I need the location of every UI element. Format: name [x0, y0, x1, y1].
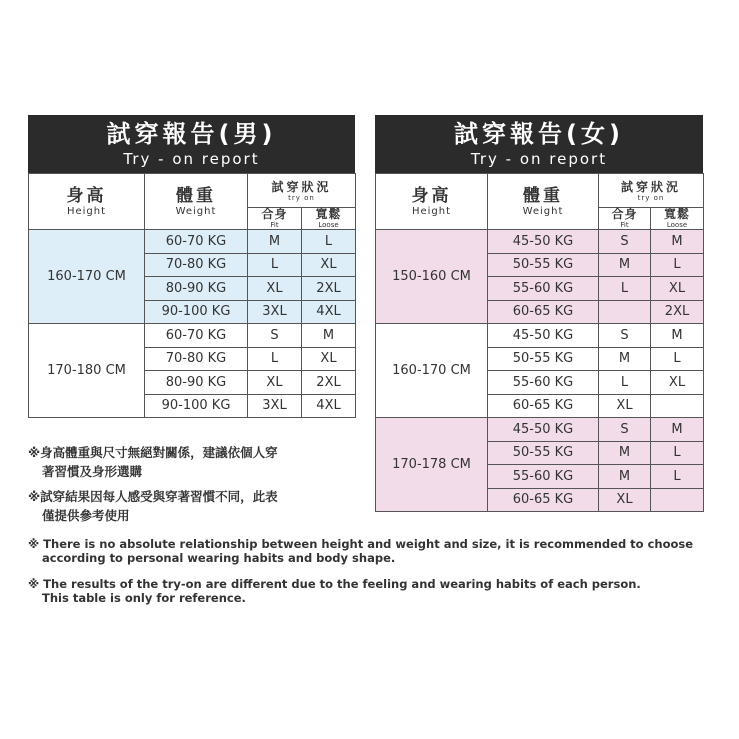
height-range-cell: 150-160 CM — [376, 230, 488, 324]
loose-size-cell: 2XL — [302, 371, 356, 395]
note-zh-1 — [28, 443, 363, 481]
weight-cell: 60-65 KG — [488, 488, 599, 512]
weight-cell: 50-55 KG — [488, 441, 599, 465]
fit-header: 合身 Fit — [248, 208, 302, 230]
weight-cell: 80-90 KG — [145, 371, 248, 395]
fit-size-cell: M — [599, 347, 651, 371]
fit-size-cell — [599, 300, 651, 324]
fit-size-cell: XL — [248, 371, 302, 395]
fit-size-cell: XL — [599, 394, 651, 418]
height-header: 身高 Height — [376, 174, 488, 230]
loose-size-cell — [651, 394, 704, 418]
loose-size-cell: M — [651, 418, 704, 442]
fit-size-cell: L — [599, 371, 651, 395]
men-title-bar — [28, 115, 355, 173]
loose-size-cell: XL — [651, 277, 704, 301]
height-header: 身高 Height — [29, 174, 145, 230]
weight-cell: 60-70 KG — [145, 324, 248, 348]
fit-size-cell: M — [599, 465, 651, 489]
weight-cell: 45-50 KG — [488, 230, 599, 254]
loose-header: 寬鬆 Loose — [651, 208, 704, 230]
loose-size-cell: L — [651, 441, 704, 465]
weight-cell: 45-50 KG — [488, 324, 599, 348]
height-range-cell: 160-170 CM — [29, 230, 145, 324]
loose-size-cell: XL — [302, 347, 356, 371]
loose-size-cell: XL — [302, 253, 356, 277]
table-row — [376, 230, 704, 254]
loose-size-cell: XL — [651, 371, 704, 395]
tryon-header: 試穿狀況 try on — [248, 174, 356, 208]
fit-size-cell: L — [248, 253, 302, 277]
weight-cell: 55-60 KG — [488, 277, 599, 301]
table-row — [376, 324, 704, 348]
weight-cell: 45-50 KG — [488, 418, 599, 442]
fit-size-cell: M — [248, 230, 302, 254]
weight-cell: 90-100 KG — [145, 394, 248, 418]
fit-size-cell: 3XL — [248, 300, 302, 324]
loose-size-cell: 2XL — [651, 300, 704, 324]
weight-cell: 70-80 KG — [145, 347, 248, 371]
weight-cell: 60-65 KG — [488, 300, 599, 324]
weight-header: 體重 Weight — [145, 174, 248, 230]
loose-size-cell — [651, 488, 704, 512]
note-en-2-line1: ※ The results of the try-on are different due to the feeling and wearing habits of each person. — [28, 577, 641, 591]
loose-size-cell: 4XL — [302, 394, 356, 418]
fit-header: 合身 Fit — [599, 208, 651, 230]
note-zh-2-line1: ※試穿結果因每人感受與穿著習慣不同，此表 — [28, 489, 278, 504]
women-size-panel — [375, 115, 703, 512]
table-row — [29, 324, 356, 348]
tryon-header: 試穿狀況 try on — [599, 174, 704, 208]
note-zh-2-line2: 僅提供參考使用 — [42, 508, 130, 523]
men-subtitle: Try - on report — [123, 150, 260, 168]
loose-size-cell: M — [651, 324, 704, 348]
note-en-2 — [28, 577, 718, 605]
loose-size-cell: 4XL — [302, 300, 356, 324]
fit-size-cell: S — [599, 230, 651, 254]
height-range-cell: 170-178 CM — [376, 418, 488, 512]
weight-cell: 55-60 KG — [488, 465, 599, 489]
note-en-1 — [28, 537, 718, 565]
loose-size-cell: L — [302, 230, 356, 254]
loose-size-cell: L — [651, 347, 704, 371]
fit-size-cell: L — [599, 277, 651, 301]
fit-size-cell: XL — [599, 488, 651, 512]
note-zh-1-line1: ※身高體重與尺寸無絕對關係，建議依個人穿 — [28, 445, 278, 460]
table-row — [29, 230, 356, 254]
fit-size-cell: L — [248, 347, 302, 371]
note-zh-1-line2: 著習慣及身形選購 — [42, 464, 143, 479]
loose-size-cell: M — [651, 230, 704, 254]
weight-cell: 50-55 KG — [488, 253, 599, 277]
women-title: 試穿報告(女) — [454, 120, 624, 148]
note-zh-2 — [28, 487, 363, 525]
fit-size-cell: XL — [248, 277, 302, 301]
fit-size-cell: S — [599, 418, 651, 442]
fit-size-cell: M — [599, 253, 651, 277]
men-size-table — [28, 173, 356, 418]
loose-size-cell: L — [651, 465, 704, 489]
weight-cell: 70-80 KG — [145, 253, 248, 277]
weight-cell: 50-55 KG — [488, 347, 599, 371]
loose-size-cell: L — [651, 253, 704, 277]
fit-size-cell: 3XL — [248, 394, 302, 418]
women-size-table — [375, 173, 704, 512]
note-en-2-line2: This table is only for reference. — [42, 591, 246, 605]
loose-size-cell: M — [302, 324, 356, 348]
height-range-cell: 170-180 CM — [29, 324, 145, 418]
note-en-1-line1: ※ There is no absolute relationship between height and weight and size, it is recommended to choose — [28, 537, 694, 551]
women-subtitle: Try - on report — [470, 150, 608, 168]
weight-cell: 55-60 KG — [488, 371, 599, 395]
height-range-cell: 160-170 CM — [376, 324, 488, 418]
loose-size-cell: 2XL — [302, 277, 356, 301]
note-en-1-line2: according to personal wearing habits and body shape. — [42, 551, 396, 565]
fit-size-cell: S — [248, 324, 302, 348]
table-row — [376, 418, 704, 442]
men-title: 試穿報告(男) — [106, 120, 277, 148]
weight-cell: 60-70 KG — [145, 230, 248, 254]
fit-size-cell: S — [599, 324, 651, 348]
men-size-panel — [28, 115, 355, 418]
weight-header: 體重 Weight — [488, 174, 599, 230]
weight-cell: 90-100 KG — [145, 300, 248, 324]
weight-cell: 80-90 KG — [145, 277, 248, 301]
loose-header: 寬鬆 Loose — [302, 208, 356, 230]
women-title-bar — [375, 115, 703, 173]
fit-size-cell: M — [599, 441, 651, 465]
weight-cell: 60-65 KG — [488, 394, 599, 418]
